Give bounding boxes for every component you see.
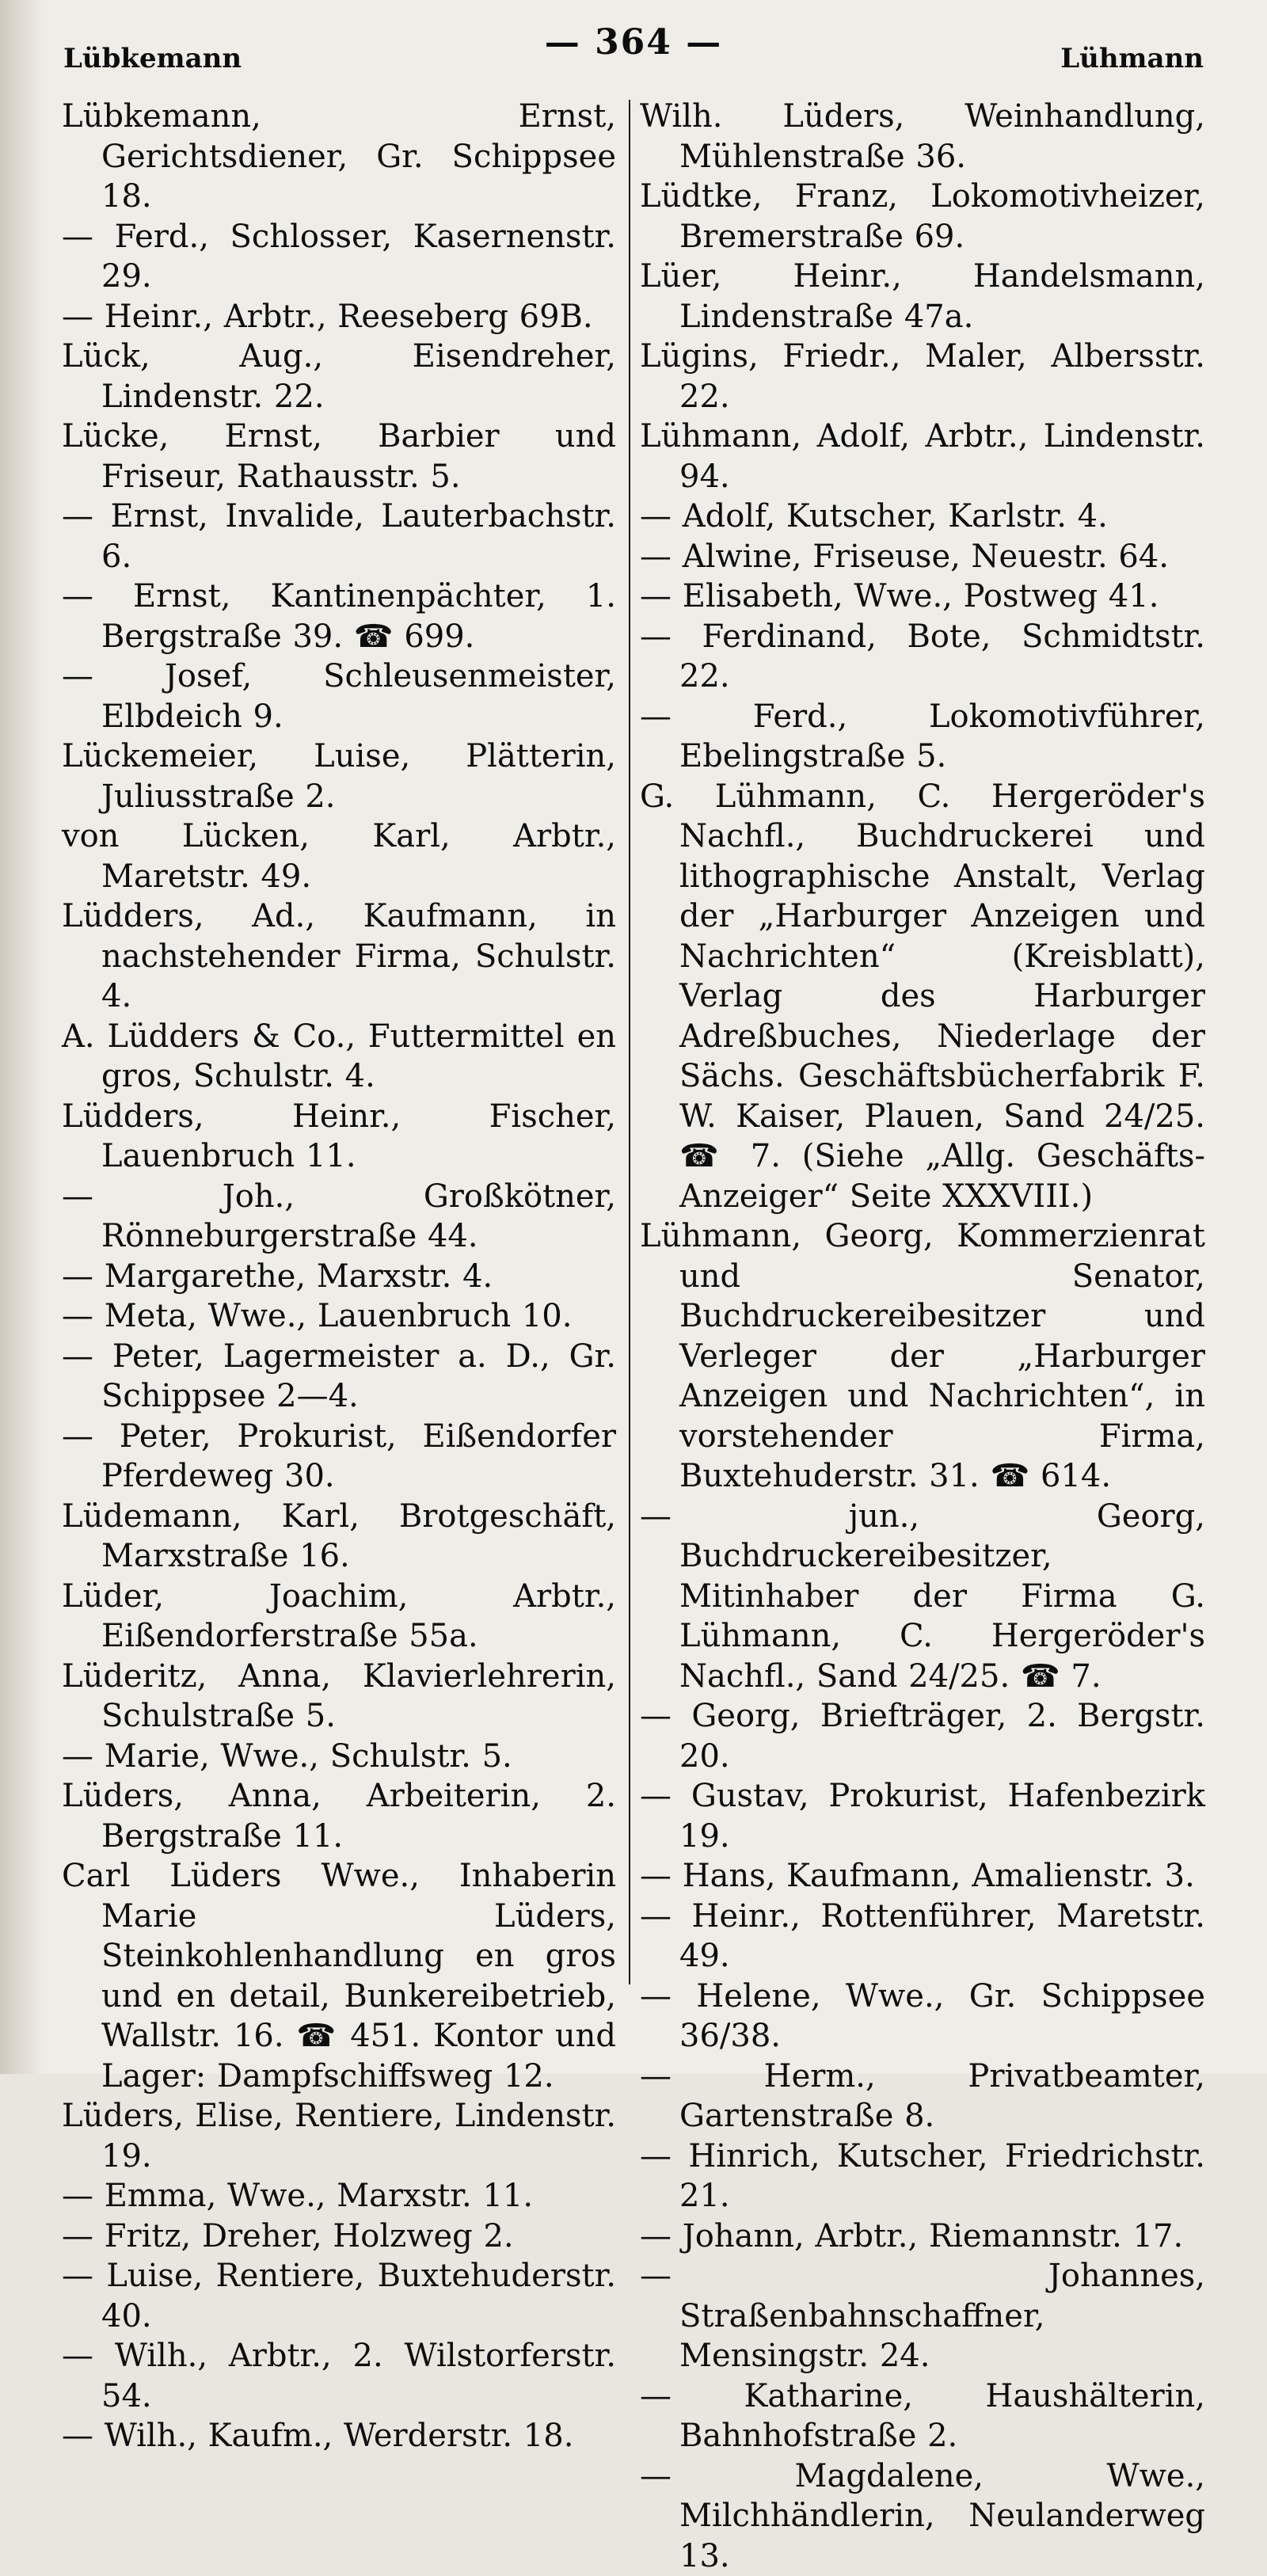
column-divider [629, 100, 630, 1984]
directory-entry: — Joh., Großkötner, Rönneburgerstraße 44. [62, 1177, 616, 1257]
directory-entry: Lügins, Friedr., Maler, Albersstr. 22. [640, 337, 1205, 417]
directory-entry: Lübkemann, Ernst, Gerichtsdiener, Gr. Schippsee 18. [62, 97, 616, 217]
directory-entry: — Emma, Wwe., Marxstr. 11. [62, 2176, 616, 2216]
directory-entry: — Ernst, Kantinenpächter, 1. Bergstraße 39. ☎ 699. [62, 576, 616, 656]
directory-entry: — Helene, Wwe., Gr. Schippsee 36/38. [640, 1977, 1205, 2057]
directory-entry: Lüdemann, Karl, Brotgeschäft, Marxstraße 16. [62, 1497, 616, 1577]
directory-entry: Lüders, Anna, Arbeiterin, 2. Bergstraße 11. [62, 1776, 616, 1856]
running-head-right: Lühmann [1060, 43, 1204, 74]
directory-entry: — Fritz, Dreher, Holzweg 2. [62, 2216, 616, 2257]
directory-entry: — Alwine, Friseuse, Neuestr. 64. [640, 537, 1205, 577]
directory-entry: — Ernst, Invalide, Lauterbachstr. 6. [62, 497, 616, 576]
directory-entry: Lüer, Heinr., Handelsmann, Lindenstraße 47a. [640, 257, 1205, 337]
directory-entry: — Meta, Wwe., Lauenbruch 10. [62, 1296, 616, 1337]
directory-entry: — Hinrich, Kutscher, Friedrichstr. 21. [640, 2137, 1205, 2216]
directory-entry: Lüdders, Heinr., Fischer, Lauenbruch 11. [62, 1097, 616, 1177]
right-column [640, 97, 1205, 2576]
directory-entry: — Ferdinand, Bote, Schmidtstr. 22. [640, 617, 1205, 697]
directory-entry: Lücke, Ernst, Barbier und Friseur, Rathausstr. 5. [62, 417, 616, 497]
directory-entry: — Georg, Briefträger, 2. Bergstr. 20. [640, 1696, 1205, 1776]
directory-entry: Lück, Aug., Eisendreher, Lindenstr. 22. [62, 337, 616, 417]
directory-entry: — Peter, Prokurist, Eißendorfer Pferdeweg 30. [62, 1417, 616, 1497]
directory-entry: Lühmann, Georg, Kommerzienrat und Senator, Buchdruckereibesitzer und Verleger der „Harburger Anzeigen und Nachrichten“, in vorstehender Firma, Buxtehuderstr. 31. ☎ 614. [640, 1216, 1205, 1497]
directory-entry: — Hans, Kaufmann, Amalienstr. 3. [640, 1856, 1205, 1897]
directory-entry: — Marie, Wwe., Schulstr. 5. [62, 1737, 616, 1777]
directory-entry: — Luise, Rentiere, Buxtehuderstr. 40. [62, 2256, 616, 2336]
directory-entry: Lüdders, Ad., Kaufmann, in nachstehender Firma, Schulstr. 4. [62, 896, 616, 1017]
directory-entry: — Johannes, Straßenbahnschaffner, Mensingstr. 24. [640, 2256, 1205, 2376]
directory-entry: — Margarethe, Marxstr. 4. [62, 1257, 616, 1297]
page-header [63, 17, 1204, 73]
directory-entry: — Peter, Lagermeister a. D., Gr. Schippsee 2—4. [62, 1337, 616, 1417]
running-head-left: Lübkemann [63, 43, 242, 74]
directory-entry: — Katharine, Haushälterin, Bahnhofstraße 2. [640, 2376, 1205, 2456]
directory-entry: Wilh. Lüders, Weinhandlung, Mühlenstraße 36. [640, 97, 1205, 177]
directory-entry: — jun., Georg, Buchdruckereibesitzer, Mitinhaber der Firma G. Lühmann, C. Hergeröder's Nachfl., Sand 24/25. ☎ 7. [640, 1497, 1205, 1697]
directory-entry: — Herm., Privatbeamter, Gartenstraße 8. [640, 2057, 1205, 2137]
directory-entry: Lüders, Elise, Rentiere, Lindenstr. 19. [62, 2096, 616, 2176]
directory-entry: — Josef, Schleusenmeister, Elbdeich 9. [62, 656, 616, 736]
directory-entry: — Ferd., Lokomotivführer, Ebelingstraße 5. [640, 697, 1205, 777]
directory-entry: Carl Lüders Wwe., Inhaberin Marie Lüders, Steinkohlenhandlung en gros und en detail, Bunkereibetrieb, Wallstr. 16. ☎ 451. Kontor und Lager: Dampfschiffsweg 12. [62, 1856, 616, 2096]
directory-entry: A. Lüdders & Co., Futtermittel en gros, Schulstr. 4. [62, 1017, 616, 1097]
directory-entry: — Gustav, Prokurist, Hafenbezirk 19. [640, 1776, 1205, 1856]
left-column [62, 97, 616, 2456]
directory-entry: — Heinr., Rottenführer, Maretstr. 49. [640, 1897, 1205, 1977]
directory-entry: Lühmann, Adolf, Arbtr., Lindenstr. 94. [640, 417, 1205, 497]
page-number: — 364 — [63, 22, 1204, 63]
directory-entry: Lüdtke, Franz, Lokomotivheizer, Bremerstraße 69. [640, 177, 1205, 257]
directory-entry: Lückemeier, Luise, Plätterin, Juliusstraße 2. [62, 736, 616, 816]
directory-entry: — Heinr., Arbtr., Reeseberg 69B. [62, 297, 616, 337]
directory-entry: Lüderitz, Anna, Klavierlehrerin, Schulstraße 5. [62, 1657, 616, 1737]
directory-entry: G. Lühmann, C. Hergeröder's Nachfl., Buchdruckerei und lithographische Anstalt, Verlag der „Harburger Anzeigen und Nachrichten“ (Kreisblatt), Verlag des Harburger Adreßbuches, Niederlage der Sächs. Geschäftsbücherfabrik F. W. Kaiser, Plauen, Sand 24/25. ☎ 7. (Siehe „Allg. Geschäfts-Anzeiger“ Seite XXXVIII.) [640, 777, 1205, 1217]
directory-entry: — Wilh., Arbtr., 2. Wilstorferstr. 54. [62, 2336, 616, 2416]
directory-entry: — Johann, Arbtr., Riemannstr. 17. [640, 2216, 1205, 2257]
directory-entry: Lüder, Joachim, Arbtr., Eißendorferstraße 55a. [62, 1577, 616, 1657]
directory-entry: — Ferd., Schlosser, Kasernenstr. 29. [62, 217, 616, 297]
directory-entry: — Elisabeth, Wwe., Postweg 41. [640, 576, 1205, 617]
directory-entry: von Lücken, Karl, Arbtr., Maretstr. 49. [62, 816, 616, 896]
directory-entry: — Adolf, Kutscher, Karlstr. 4. [640, 497, 1205, 537]
directory-entry: — Wilh., Kaufm., Werderstr. 18. [62, 2416, 616, 2456]
directory-entry: — Magdalene, Wwe., Milchhändlerin, Neulanderweg 13. [640, 2456, 1205, 2576]
